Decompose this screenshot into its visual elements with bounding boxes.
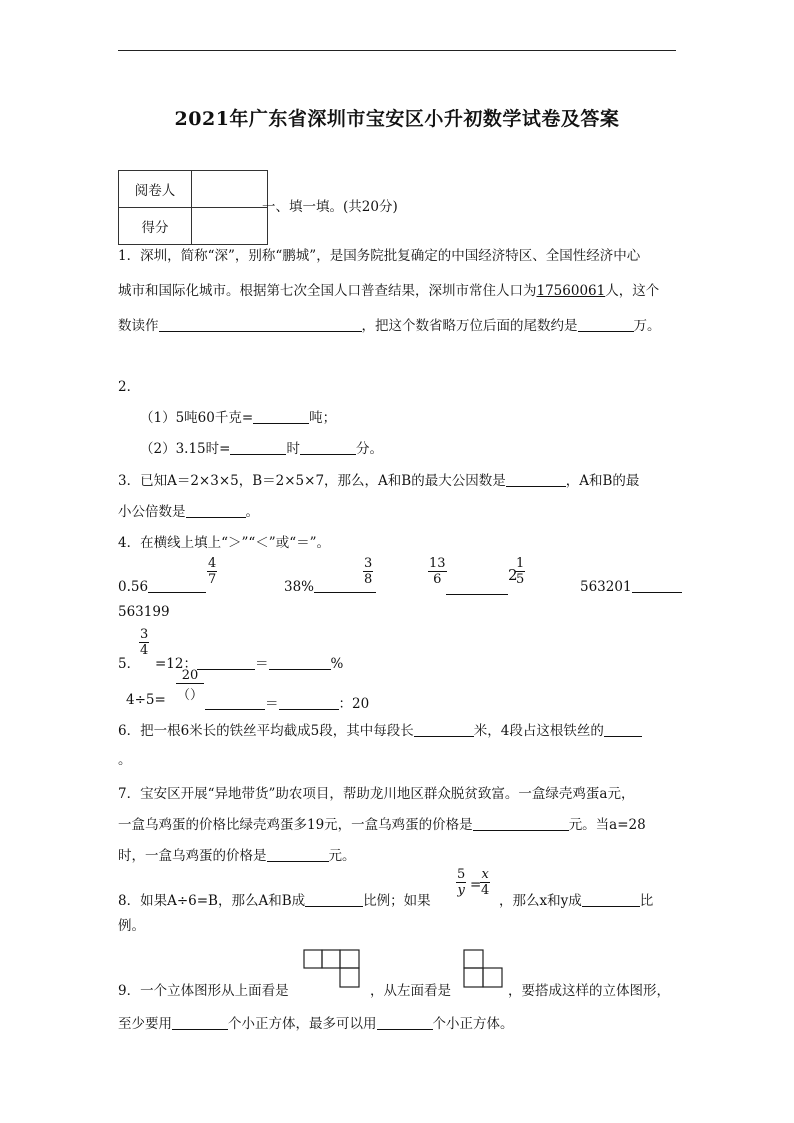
fraction-3-4: $\frac{3}{4}$ xyxy=(140,627,149,658)
fraction-3-8: $\frac{3}{8}$ xyxy=(364,556,373,587)
q8-line2: 例。 xyxy=(118,918,145,934)
q2-number: 2． xyxy=(118,379,141,395)
q9-line2: 至少要用 个小正方体，最多可以用 个小正方体。 xyxy=(118,1016,514,1032)
q9-line1-start: 9．一个立体图形从上面看是 xyxy=(118,983,289,999)
q9-line1-end: ，要搭成这样的立体图形， xyxy=(508,983,670,999)
q1-line1: 1．深圳，简称“深”，别称“鹏城”，是国务院批复确定的中国经济特区、全国性经济中心 xyxy=(118,248,641,264)
answer-blank[interactable] xyxy=(172,1015,228,1030)
fraction-5-y: $\frac{5}{y}$ xyxy=(457,867,466,898)
q5-line1: =12： ＝ % xyxy=(155,656,344,672)
q1-line3: 数读作 ，把这个数省略万位后面的尾数约是 万。 xyxy=(118,318,661,334)
q3-line2: 小公倍数是 。 xyxy=(118,504,259,520)
answer-blank[interactable] xyxy=(148,578,206,593)
answer-blank[interactable] xyxy=(300,440,356,455)
q4-item6-value: 563199 xyxy=(118,604,170,620)
equals-sign: = xyxy=(470,877,482,893)
section-heading: 一、填一填。(共20分) xyxy=(262,199,398,215)
answer-blank[interactable] xyxy=(506,472,566,487)
answer-blank[interactable] xyxy=(632,578,682,593)
answer-blank[interactable] xyxy=(269,655,331,670)
q5-line2: ＝ ：20 xyxy=(205,692,369,712)
q6-line2: 。 xyxy=(118,752,132,768)
q6-line1: 6．把一根6米长的铁丝平均截成5段，其中每段长 米，4段占这根铁丝的 xyxy=(118,719,642,739)
answer-blank[interactable] xyxy=(230,440,286,455)
fraction-mixed-1-5: $\frac{1}{5}$ xyxy=(516,556,525,587)
q9-line1-mid: ，从左面看是 xyxy=(370,983,451,999)
answer-blank[interactable] xyxy=(604,722,642,737)
score-cell[interactable] xyxy=(192,208,268,245)
score-table xyxy=(118,170,268,245)
answer-blank[interactable] xyxy=(279,695,339,710)
population-value: 17560061 xyxy=(536,283,606,299)
fraction-13-6: $\frac{13}{6}$ xyxy=(429,556,446,587)
answer-blank[interactable] xyxy=(446,580,508,595)
q4-item2-value: 38% xyxy=(284,578,376,595)
q4-item1-value: 0.56 xyxy=(118,578,206,595)
q2-part2: （2）3.15时= 时 分。 xyxy=(140,441,383,457)
reviewer-label: 阅卷人 xyxy=(119,171,192,208)
answer-blank[interactable] xyxy=(305,892,363,907)
answer-blank[interactable] xyxy=(473,816,569,831)
answer-blank[interactable] xyxy=(186,503,246,518)
mixed-whole: 2 xyxy=(508,566,518,584)
q8-line1-start: 8．如果A÷6=B，那么A和B成 比例；如果 xyxy=(118,893,431,909)
fraction-20-blank: 20 （） xyxy=(177,668,204,703)
answer-blank[interactable] xyxy=(197,655,255,670)
answer-blank[interactable] xyxy=(253,409,309,424)
fraction-4-7: $\frac{4}{7}$ xyxy=(208,556,217,587)
q4-item5-value: 563201 xyxy=(580,578,682,595)
q5-number: 5． xyxy=(118,656,141,672)
answer-blank[interactable] xyxy=(377,1015,433,1030)
q1-line2: 城市和国际化城市。根据第七次全国人口普查结果，深圳市常住人口为17560061人，这个 xyxy=(118,283,660,299)
q2-part1: （1）5吨60千克= 吨； xyxy=(140,410,337,426)
reviewer-cell[interactable] xyxy=(192,171,268,208)
answer-blank[interactable] xyxy=(578,317,634,332)
answer-blank[interactable] xyxy=(159,317,362,332)
q4-instruction: 4．在横线上填上“＞”“＜”或“＝”。 xyxy=(118,535,330,551)
q7-line2: 一盒乌鸡蛋的价格比绿壳鸡蛋多19元，一盒乌鸡蛋的价格是 元。当a=28 xyxy=(118,817,646,833)
answer-blank[interactable] xyxy=(582,892,640,907)
answer-blank[interactable] xyxy=(414,722,474,737)
left-view-figure xyxy=(463,949,503,989)
q7-line1: 7．宝安区开展“异地带货”助农项目，帮助龙川地区群众脱贫致富。一盒绿壳鸡蛋a元， xyxy=(118,786,635,802)
fraction-x-4: $\frac{x}{4}$ xyxy=(481,867,490,898)
answer-blank[interactable] xyxy=(267,847,329,862)
page-title: 2021年广东省深圳市宝安区小升初数学试卷及答案 xyxy=(174,108,620,130)
q7-line3: 时，一盒乌鸡蛋的价格是 元。 xyxy=(118,848,356,864)
header-rule xyxy=(118,50,676,51)
q3-line1: 3．已知A＝2×3×5，B＝2×5×7，那么，A和B的最大公因数是 ，A和B的最 xyxy=(118,473,640,489)
answer-blank[interactable] xyxy=(205,695,265,710)
score-label: 得分 xyxy=(119,208,192,245)
top-view-figure xyxy=(303,949,361,989)
q5-line2-start: 4÷5= xyxy=(126,692,166,708)
q8-line1-end: ，那么x和y成 比 xyxy=(499,893,654,909)
